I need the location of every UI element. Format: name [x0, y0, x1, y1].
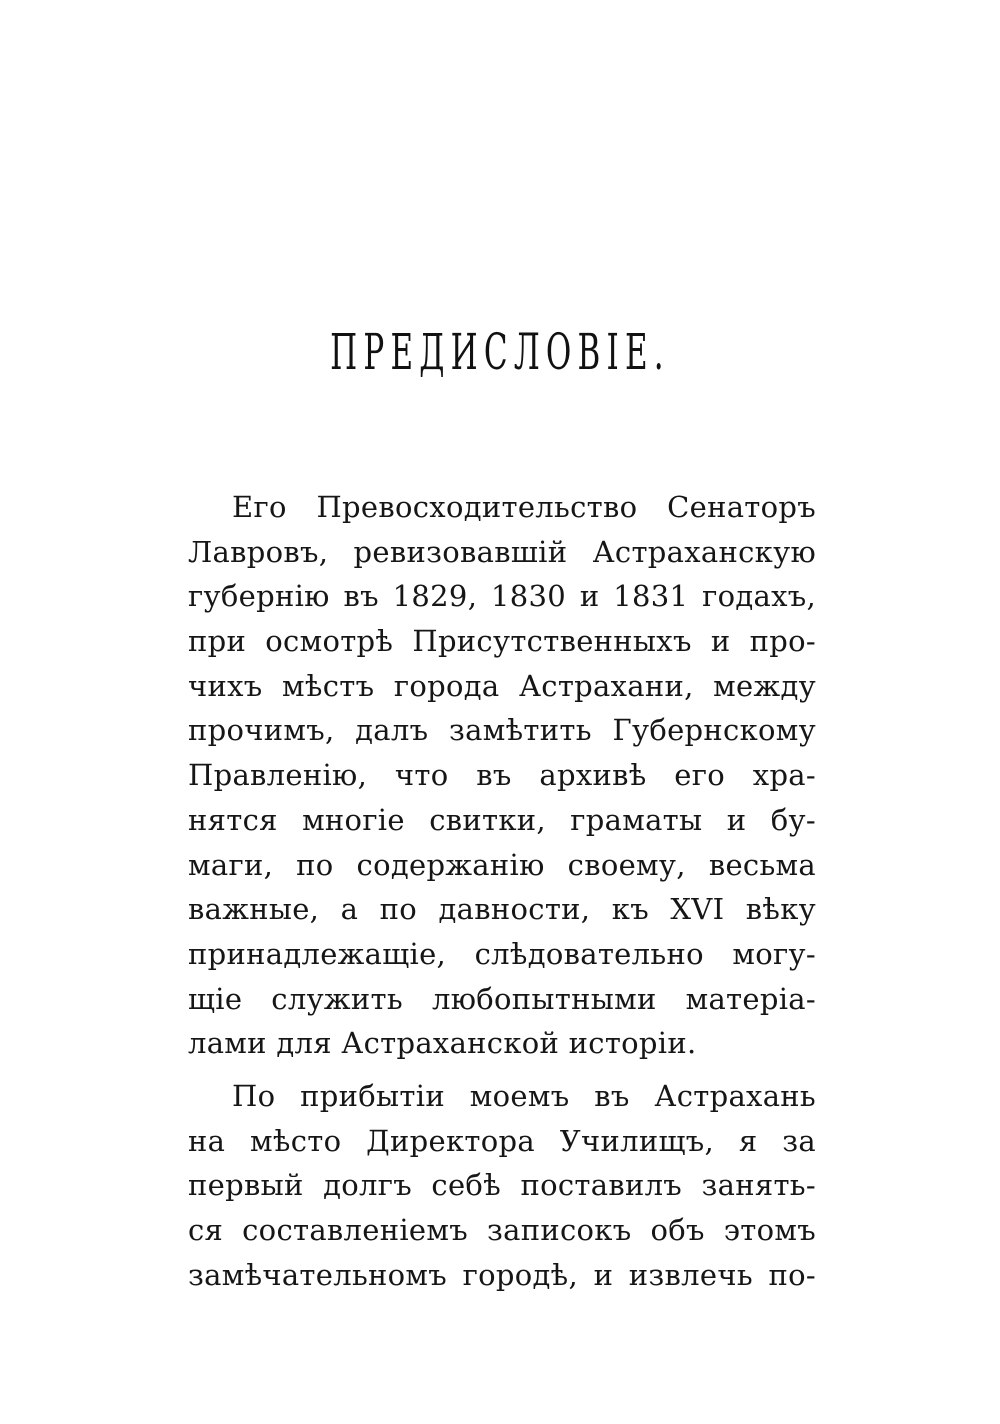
text-line: Его Превосходительство Сенаторъ: [232, 490, 816, 524]
text-line: чихъ мѣстъ города Астрахани, между: [188, 668, 816, 703]
text-line: маги, по содержанію своему, весьма: [188, 847, 816, 882]
text-line: Правленію, что въ архивѣ его хра-: [188, 758, 816, 793]
paragraph-2: [188, 1074, 816, 1297]
text-line: прочимъ, далъ замѣтить Губернскому: [188, 713, 816, 748]
text-line: нятся многіе свитки, граматы и бу-: [188, 802, 816, 837]
page-title: ПРЕДИСЛОВІЕ.: [330, 323, 670, 381]
text-line: щіе служить любопытными матеріа-: [188, 981, 816, 1016]
paragraph-1: [188, 485, 816, 1066]
text-line: на мѣсто Директора Училищъ, я за: [188, 1123, 816, 1158]
text-line: важные, а по давности, къ XVI вѣку: [188, 892, 816, 927]
preface-text: [188, 485, 816, 1297]
text-line: при осмотрѣ Присутственныхъ и про-: [188, 624, 816, 659]
text-line: первый долгъ себѣ поставилъ занять-: [188, 1168, 816, 1203]
text-line: лами для Астраханской исторіи.: [188, 1026, 697, 1061]
text-line: По прибытіи моемъ въ Астрахань: [232, 1078, 816, 1113]
text-line: губернію въ 1829, 1830 и 1831 годахъ,: [188, 579, 816, 614]
text-line: Лавровъ, ревизовавшій Астраханскую: [188, 534, 816, 569]
text-line: замѣчательномъ городѣ, и извлечь по-: [188, 1257, 816, 1292]
text-line: ся составленіемъ записокъ объ этомъ: [188, 1213, 816, 1247]
text-line: принадлежащіе, слѣдовательно могу-: [188, 936, 816, 971]
